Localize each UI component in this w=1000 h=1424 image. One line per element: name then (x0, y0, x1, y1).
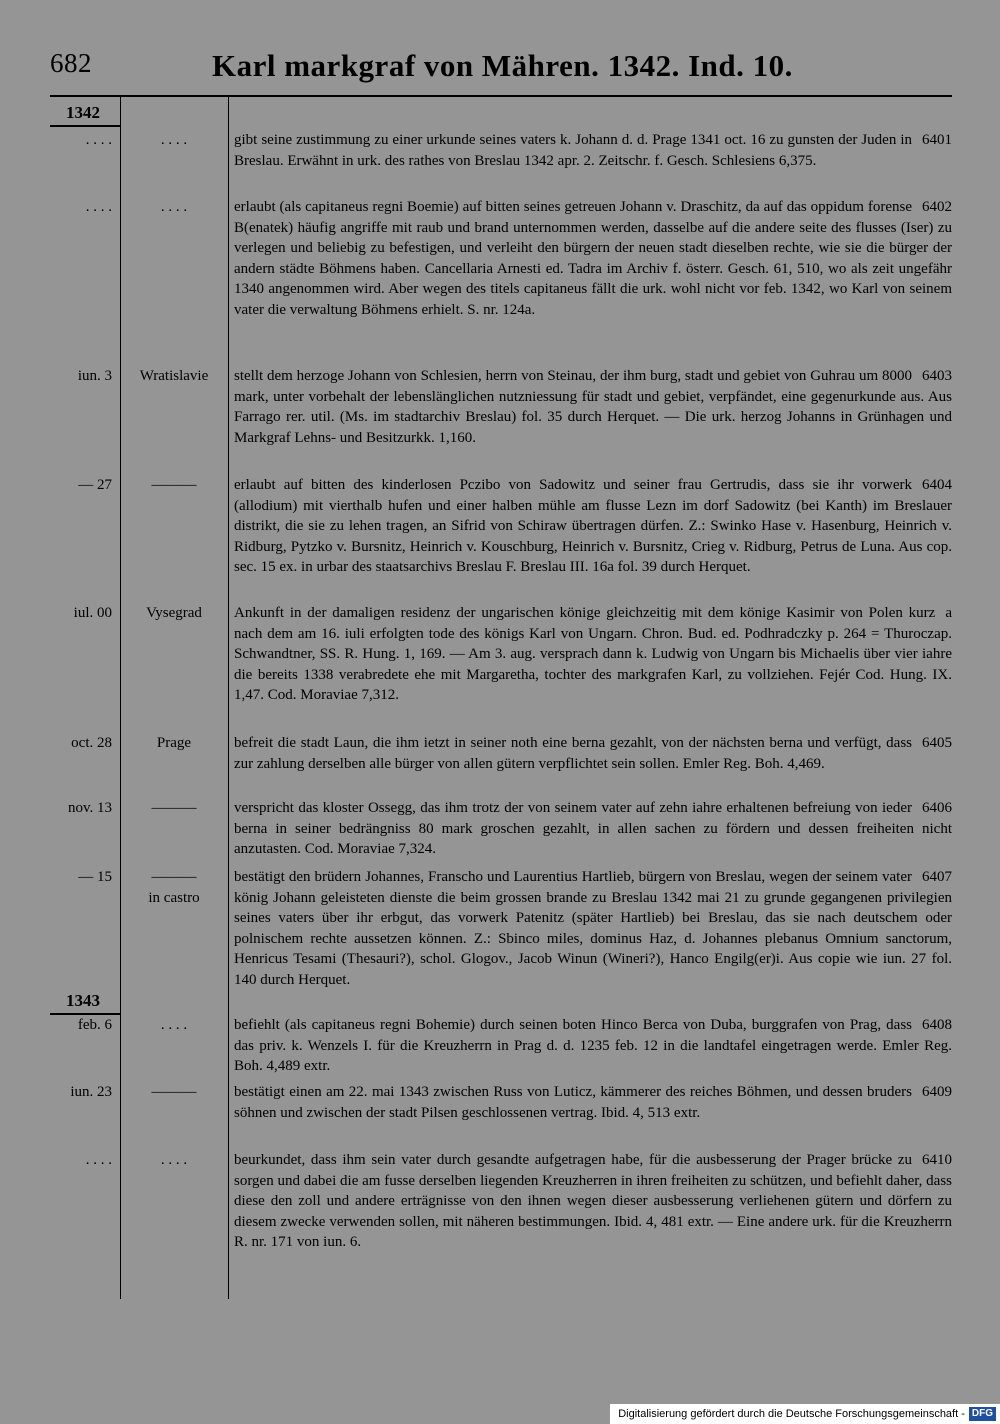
entry-text: beurkundet, dass ihm sein vater durch gesandte aufgetragen habe, für die ausbesserung der Prager brücke zu sorgen und dabei die am fusse derselben liegenden Kreuzherren in ihren freiheiten zu schützen, und befiehlt daher, dass diese den zoll und andere erträgnisse von den ihnen wegen dieser ausbesserung verliehenen gütern und dörfern zu diesem zwecke verwenden sollen, mit näheren bestimmungen. Ibid. 4, 481 extr. — Eine andere urk. für die Kreuzherrn R. nr. 171 von iun. 6. (234, 1152, 952, 1251)
regest-entry (234, 1082, 952, 1123)
regest-entry (234, 197, 952, 321)
entry-date: feb. 6 (77, 1017, 112, 1033)
entry-date: . . . . (85, 199, 112, 215)
entry-number: 6404 (922, 477, 952, 493)
entry-number: 6402 (922, 199, 952, 215)
entry-number: 6409 (922, 1084, 952, 1100)
regest-entry (234, 475, 952, 578)
entry-date: . . . . (85, 1152, 112, 1168)
entry-place: ——— (151, 477, 197, 493)
entry-number: 6410 (922, 1152, 952, 1168)
entry-number: 6406 (922, 800, 952, 816)
page-number: 682 (50, 48, 92, 78)
entry-number: 6405 (922, 735, 952, 751)
entry-text: erlaubt (als capitaneus regni Boemie) auf bitten seines getreuen Johann v. Draschitz, da auf das oppidum forense B(enatek) häufig angriffe mit raub und brand unternommen werden, dasselbe auf die andere seite des flusses (Iser) zu verlegen und beliebig zu befestigen, und verleiht den bürgern der neuen stadt dieselben rechte, wie sie die bürger der andern städte Böhmens haben. Cancellaria Arnesti ed. Tadra im Archiv f. österr. Gesch. 61, 510, wo als zeit ungefähr 1340 angenommen wird. Aber wegen des titels capitaneus fällt die urk. wohl nicht vor feb. 1342, wo Karl von seinem vater die verwaltung Böhmens erhielt. S. nr. 124a. (234, 199, 952, 318)
funding-footer (610, 1404, 1000, 1424)
regest-entry (234, 733, 952, 774)
dfg-logo: DFG (969, 1407, 996, 1421)
entry-text: befiehlt (als capitaneus regni Bohemie) durch seinen boten Hinco Berca von Duba, burggrafen von Prag, dass das priv. k. Wenzels I. für die Kreuzherrn in Prag d. d. 1235 feb. 12 in die landtafel eingetragen werde. Emler Reg. Boh. 4,489 extr. (234, 1017, 952, 1075)
entry-date: iun. 23 (70, 1084, 112, 1100)
column-divider-date (120, 97, 121, 1299)
column-divider-place (228, 97, 229, 1299)
entry-date: . . . . (85, 132, 112, 148)
entry-text: bestätigt den brüdern Johannes, Franscho und Laurentius Hartlieb, bürgern von Breslau, wegen der seinem vater könig Johann geleisteten dienste die beim grossen brande zu Breslau 1342 mai 21 zu grunde gegangenen privilegien seines vaters über ihr erbgut, das vorwerk Patenitz (später Hartlieb) bei Breslau, das sie nach deutschem oder polnischem rechte aussetzen können. Z.: Sbinco miles, dominus Haz, d. Johannes plebanus Omnium sanctorum, Henricus Tesami (Thesauri?), schol. Glogov., Jacob Winun (Wineri?), Hanco Engilg(er)i. Aus copie wie iun. 27 fol. 140 durch Herquet. (234, 869, 952, 988)
entry-text: erlaubt auf bitten des kinderlosen Pczibo von Sadowitz und seiner frau Gertrudis, dass sie ihr vorwerk (allodium) mit vierthalb hufen und einer halben mühle am flusse Lezn im dorf Sadowitz (bei Kanth) im Breslauer distrikt, die sie zu lehen tragen, an Sifrid von Schiraw übertragen dürfen. Z.: Swinko Hase v. Hasenburg, Heinrich v. Ridburg, Pytzko v. Bursnitz, Heinrich v. Kouschburg, Heinrich v. Bursnitz, Crieg v. Ridburg, Petrus de Luna. Aus cop. sec. 15 ex. in urbar des staatsarchivs Breslau F. Breslau III. 16a fol. 39 durch Herquet. (234, 477, 952, 576)
entry-place: ——— (151, 800, 197, 816)
entry-place: . . . . (160, 1017, 188, 1033)
regest-entry (234, 798, 952, 860)
entry-number: 6407 (922, 869, 952, 885)
regest-entry (234, 1150, 952, 1253)
year-label-1342: 1342 (66, 103, 100, 122)
entry-date: iun. 3 (77, 368, 112, 384)
entry-number: 6401 (922, 132, 952, 148)
entry-date: oct. 28 (71, 735, 112, 751)
page-title: Karl markgraf von Mähren. 1342. Ind. 10. (212, 48, 793, 83)
regest-entry (234, 603, 952, 706)
entry-text: befreit die stadt Laun, die ihm ietzt in seiner noth eine berna gezahlt, von der nächsten berna und verfügt, dass zur zahlung derselben alle bürger von allen gütern verpflichtet sein sollen. Emler Reg. Boh. 4,469. (234, 735, 912, 772)
entry-place: ——— (151, 1084, 197, 1100)
regest-entry (234, 130, 952, 171)
entry-place: . . . . (160, 199, 188, 215)
entry-place: ——— (151, 869, 197, 885)
entry-number: 6403 (922, 368, 952, 384)
entry-place: Prage (156, 735, 192, 751)
entry-date: nov. 13 (67, 800, 112, 816)
entry-number: a (945, 605, 952, 621)
entry-place: . . . . (160, 1152, 188, 1168)
header-rule (50, 95, 952, 97)
year-label-1343: 1343 (66, 991, 100, 1010)
entry-number: 6408 (922, 1017, 952, 1033)
funding-text: Digitalisierung gefördert durch die Deutsche Forschungsgemeinschaft - (618, 1408, 965, 1420)
entry-date: iul. 00 (73, 605, 112, 621)
page-header (0, 48, 1000, 88)
entry-text: bestätigt einen am 22. mai 1343 zwischen Russ von Luticz, kämmerer des reiches Böhmen, und dessen bruders söhnen und zwischen der stadt Pilsen geschlossenen vertrag. Ibid. 4, 513 extr. (234, 1084, 912, 1121)
entry-text: Ankunft in der damaligen residenz der ungarischen könige gleichzeitig mit dem könige Kasimir von Polen kurz nach dem am 16. iuli erfolgten tode des königs Karl von Ungarn. Chron. Bud. ed. Podhradczky p. 264 = Thuroczap. Schwandtner, SS. R. Hung. 1, 169. — Am 3. aug. versprach dann k. Ludwig von Ungarn bis Michaelis über vier iahre die bereits 1338 verabredete ehe mit Margaretha, tochter des markgrafen Karl, zu vollziehen. Fejér Cod. Hung. IX. 1,47. Cod. Moraviae 7,312. (234, 605, 952, 704)
year-rule (50, 125, 120, 127)
regest-entry (234, 366, 952, 448)
entry-text: verspricht das kloster Ossegg, das ihm trotz der von seinem vater auf zehn iahre erhaltenen befreiung von ieder berna in seiner bedrängniss 80 mark groschen gezahlt, in allen sachen zu fördern und dessen freiheiten nicht anzutasten. Cod. Moraviae 7,324. (234, 800, 952, 858)
entry-text: gibt seine zustimmung zu einer urkunde seines vaters k. Johann d. d. Prage 1341 oct. 16 zu gunsten der Juden in Breslau. Erwähnt in urk. des rathes von Breslau 1342 apr. 2. Zeitschr. f. Gesch. Schlesiens 6,375. (234, 132, 912, 169)
entry-place: Wratislavie (139, 368, 209, 384)
regest-entry (234, 1015, 952, 1077)
entry-date: — 27 (78, 477, 112, 493)
regest-entry (234, 867, 952, 991)
entry-place: Vysegrad (146, 605, 202, 621)
entry-place: . . . . (160, 132, 188, 148)
entry-date: — 15 (78, 869, 112, 885)
entry-text: stellt dem herzoge Johann von Schlesien, herrn von Steinau, der ihm burg, stadt und gebiet von Guhrau um 8000 mark, unter vorbehalt der lebenslänglichen nutzniessung für stadt und gebiet, verpfändet, eine gegenurkunde aus. Aus Farrago rer. util. (Ms. im stadtarchiv Breslau) fol. 35 durch Herquet. — Die urk. herzog Johanns in Grünhagen und Markgraf Lehns- und Besitzurkk. 1,160. (234, 368, 952, 446)
entry-place-detail: in castro (148, 890, 200, 906)
